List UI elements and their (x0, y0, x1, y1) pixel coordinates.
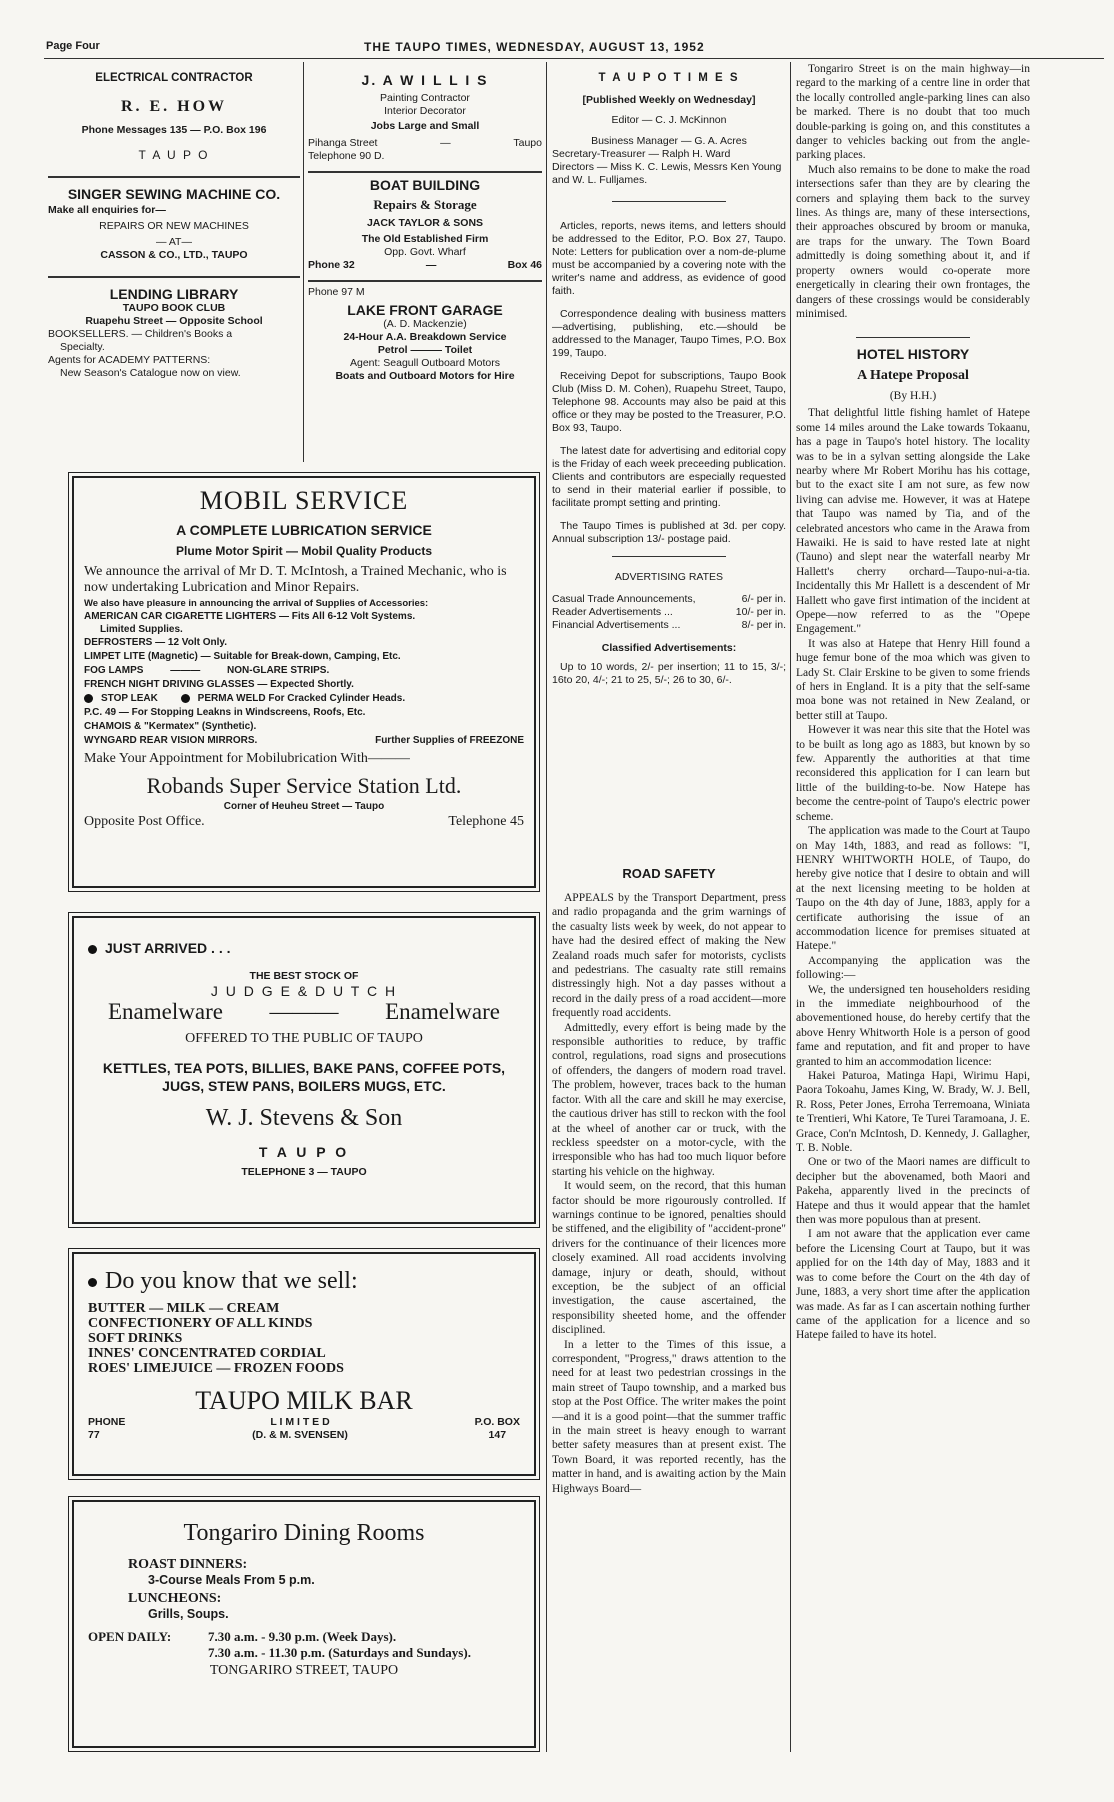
milkbar-box-block (475, 1416, 520, 1442)
dining-roast: ROAST DINNERS: (128, 1557, 248, 1572)
info-editor: Editor — C. J. McKinnon (611, 114, 727, 126)
mobil-stop: STOP LEAK (84, 693, 158, 704)
dining-hours (88, 1629, 520, 1661)
stevens-items: KETTLES, TEA POTS, BILLIES, BAKE PANS, COFFEE POTS, JUGS, STEW PANS, BOILERS MUGS, ETC. (102, 1060, 506, 1094)
header-rule (44, 58, 1104, 59)
library-line: BOOKSELLERS. — Children's Books a (48, 328, 233, 340)
dining-hours-line: 7.30 a.m. - 9.30 p.m. (Week Days). (208, 1629, 397, 1644)
mobil-also: We also have pleasure in announcing the arrival of Supplies of Accessories: (84, 598, 429, 609)
mobil-announce: We announce the arrival of Mr D. T. McIntosh, a Trained Mechanic, who is now undertaking Lubrication and Minor Repairs. (84, 564, 507, 595)
dining-lunch: LUNCHEONS: (128, 1591, 222, 1606)
milkbar-limited-block (252, 1416, 348, 1442)
singer-at: — AT— (156, 236, 192, 248)
stevens-ad (72, 916, 536, 1224)
rate-value: 8/- per in. (741, 619, 786, 631)
mobil-limpet: LIMPET LITE (Magnetic) — Suitable for Break-down, Camping, Etc. (84, 651, 401, 662)
garage-petrol: Petrol ——— Toilet (377, 344, 473, 356)
milkbar-line: INNES' CONCENTRATED CORDIAL (88, 1346, 326, 1361)
column-rule (303, 62, 304, 462)
electrical-heading: ELECTRICAL CONTRACTOR (95, 72, 253, 84)
mobil-wyngard: WYNGARD REAR VISION MIRRORS. (84, 735, 258, 746)
hotel-paragraph: That delightful little fishing hamlet of Hatepe some 14 miles around the Lake towards Tokaanu, has a page in Taupo's hotel history. The locality was to be in a sylvan setting alongside the Lake nearby where Mr Robert Morihu has his cottage, but to the exact site I am not sure, as few now living can advise me. However, it was at Hatepe that Taupo was named by Tia, and of the celebrated ancestors who came in the Arawa from Hawaiki. He is said to have rested late at night (Tauno) and slept near the waterfall nearby Mr Hallett's cherry orchard—Taupo-nui-a-tia. Incidentally this Mr Hallett is a descendent of Mr Hallett who gave first intimation of the incident at Opepe—now referred to as the "Opepe Engagement." (796, 407, 1030, 636)
library-line: Specialty. (60, 341, 105, 353)
dining-ad (72, 1500, 536, 1748)
library-title: LENDING LIBRARY (109, 286, 239, 302)
willis-town: Taupo (513, 137, 542, 149)
hotel-paragraph: I am not aware that the application ever came before the Licensing Court at Taupo, but it was applied for on the 14th day of May, 1883 and it was to come before the Court on the 4th day of June, 1883, a very short time after the application was made. As far as I can ascertain nothing further came of the application for a licence and so Hatepe failed to have its hotel. (796, 1228, 1030, 1342)
classified-rates: Up to 10 words, 2/- per insertion; 11 to 15, 3/-; 16to 20, 4/-; 21 to 25, 5/-; 26 to 30, 6/-. (552, 661, 786, 686)
singer-repairs: REPAIRS OR NEW MACHINES (99, 220, 249, 232)
hotel-paragraph: We, the undersigned ten householders residing in the immediate neighbourhood of the abovementioned house, do hereby certify that the above Henry Whitworth Hole is a person of good fame and reputation, and fit and proper to have granted to him an accommodation licence: (796, 983, 1030, 1068)
hotel-paragraph: One or two of the Maori names are difficult to decipher but the abovenamed, both Maori and Pakeha, apparently lived in the precincts of Hatepe and thus it would appear that the hamlet then was more populous than at present. (796, 1156, 1030, 1227)
info-latest: The latest date for advertising and editorial copy is the Friday of each week preceeding publication. Clients and contributors are especially requested to send in their material earlier if possible, to facilitate prompt setting and printing. (552, 445, 786, 509)
hotel-paragraph: The application was made to the Court at Taupo on May 14th, 1883, and read as follows: "I, HENRY WHITWORTH HOLE, of Taupo, do hereby give notice that I desire to obtain and will at the next licensing meeting to be holden at Taupo on the 4th day of June, 1883, apply for a certificate authorising the issue of an accommodation licence for premises situated at Hatepe." (796, 825, 1030, 953)
milkbar-box-label: P.O. BOX (474, 1416, 520, 1428)
mobil-glasses: FRENCH NIGHT DRIVING GLASSES — Expected Shortly. (84, 679, 354, 690)
mobil-fog-row (84, 664, 524, 678)
rate-row (552, 619, 786, 632)
mobil-opp: Opposite Post Office. (84, 814, 205, 829)
milkbar-line: BUTTER — MILK — CREAM (88, 1301, 280, 1316)
hotel-byline: (By H.H.) (889, 390, 937, 403)
mobil-limited: Limited Supplies. (100, 624, 183, 635)
publication-info (552, 72, 786, 842)
singer-title: SINGER SEWING MACHINE CO. (67, 186, 281, 202)
dining-street: TONGARIRO STREET, TAUPO (209, 1663, 399, 1678)
milkbar-name: TAUPO MILK BAR (195, 1386, 413, 1415)
milkbar-title: Do you know that we sell: (88, 1268, 520, 1295)
rate-label: Financial Advertisements ... (552, 619, 681, 631)
library-line: Agents for ACADEMY PATTERNS: (48, 354, 211, 366)
library-line: New Season's Catalogue now on view. (60, 367, 241, 379)
mobil-strips: NON-GLARE STRIPS. (227, 665, 330, 676)
boat-box: Box 46 (507, 259, 542, 271)
road-safety-paragraph: It would seem, on the record, that this human factor should be more rigourously controlled. If warnings continue to be ignored, penalties should be stiffened, and the eligibility of "accident-prone" drivers for the continuance of their licences more closely examined. All road accidents involving damage, injury or death, should, without exception, be the subject of an official investigation, the cause ascertained, the responsibility sheeted home, and the offender disciplined. (552, 1180, 786, 1337)
mobil-sub: A COMPLETE LUBRICATION SERVICE (176, 522, 432, 538)
garage-title: LAKE FRONT GARAGE (347, 302, 503, 318)
classified-title: Classified Advertisements: (601, 642, 737, 654)
dining-hours-block (208, 1629, 471, 1661)
boat-firm: The Old Established Firm (361, 233, 489, 245)
mobil-perma: PERMA WELD For Cracked Cylinder Heads. (181, 693, 405, 704)
rates-title: ADVERTISING RATES (614, 571, 724, 583)
road-safety-title: ROAD SAFETY (622, 866, 716, 881)
column-rule (546, 62, 547, 1752)
library-club: TAUPO BOOK CLUB (122, 302, 226, 314)
divider (48, 176, 300, 178)
dining-open: OPEN DAILY: (88, 1629, 172, 1644)
mobil-corner: Corner of Heuheu Street — Taupo (223, 801, 385, 812)
mobil-chamois: CHAMOIS & "Kermatex" (Synthetic). (84, 721, 257, 732)
milkbar-line: SOFT DRINKS (88, 1331, 183, 1346)
garage-owner: (A. D. Mackenzie) (383, 318, 467, 330)
singer-enquiries: Make all enquiries for— (48, 204, 166, 216)
mobil-wyngard-row (84, 734, 524, 748)
hotel-title: HOTEL HISTORY (856, 346, 970, 363)
rate-value: 10/- per in. (735, 606, 786, 618)
mobil-fog-dash: ——— (170, 665, 201, 676)
mobil-lighters: AMERICAN CAR CIGARETTE LIGHTERS — Fits All 6-12 Volt Systems. (84, 611, 416, 622)
willis-street-row (308, 137, 542, 150)
dining-roast-desc: 3-Course Meals From 5 p.m. (148, 1573, 315, 1587)
stevens-arrived: JUST ARRIVED . . . (88, 940, 520, 956)
road-safety-article (552, 866, 786, 1756)
column-rule (790, 62, 791, 1752)
stevens-name: W. J. Stevens & Son (205, 1105, 403, 1131)
milkbar-line: CONFECTIONERY OF ALL KINDS (88, 1316, 313, 1331)
stevens-enamel: Enamelware (385, 999, 500, 1024)
dining-hours-line: 7.30 a.m. - 11.30 p.m. (Saturdays and Sundays). (208, 1645, 471, 1660)
mobil-stop-row (84, 692, 524, 706)
rate-row (552, 606, 786, 619)
mobil-freezone: Further Supplies of FREEZONE (375, 735, 524, 746)
milkbar-footer (88, 1416, 520, 1442)
hotel-paragraph: It was also at Hatepe that Henry Hill found a huge femur bone of the moa which was given to Lady St. Clair Erskine to be given to some friends of hers in England. It is a pity that the self-same moa bone was not retained in New Zealand, or better still at Taupo. (796, 637, 1030, 722)
mobil-products: Plume Motor Spirit — Mobil Quality Products (175, 544, 432, 558)
info-pub: [Published Weekly on Wednesday] (582, 94, 756, 106)
divider (308, 171, 542, 173)
road-safety-paragraph: APPEALS by the Transport Department, press and radio propaganda and the grim warnings of the casualty lists week by week, do not appear to have had the desired effect of making the New Zealand roads much safer for motorists, cyclists and pedestrians. The casualty rate still remains distressingly high. Not a day passes without a record in the daily press of a road accident—more frequently road accidents. (552, 892, 786, 1020)
divider (308, 280, 542, 282)
mobil-footer (84, 814, 524, 830)
mobil-tel: Telephone 45 (448, 814, 524, 829)
milkbar-phone-block (88, 1416, 125, 1442)
boat-name: JACK TAYLOR & SONS (366, 217, 484, 229)
milkbar-box: 147 (488, 1429, 507, 1441)
stevens-town: T A U P O (258, 1144, 350, 1160)
milkbar-line: ROES' LIMEJUICE — FROZEN FOODS (88, 1361, 344, 1376)
milkbar-phone: 77 (88, 1429, 100, 1441)
singer-casson: CASSON & CO., LTD., TAUPO (100, 249, 248, 261)
masthead: THE TAUPO TIMES, WEDNESDAY, AUGUST 13, 1952 (364, 40, 705, 54)
stevens-judge: J U D G E & D U T C H (210, 983, 398, 999)
mobil-title: MOBIL SERVICE (199, 486, 409, 515)
stevens-enamel-row (88, 999, 520, 1025)
dining-lunch-desc: Grills, Soups. (148, 1607, 229, 1621)
willis-tel: Telephone 90 D. (308, 150, 385, 162)
willis-line: Jobs Large and Small (370, 120, 480, 132)
library-street: Ruapehu Street — Opposite School (85, 315, 263, 327)
info-directors: Directors — Miss K. C. Lewis, Messrs Ken Young and W. L. Fulljames. (552, 161, 782, 186)
divider (48, 276, 300, 278)
hotel-paragraph: Accompanying the application was the following:— (796, 954, 1030, 982)
road-safety-continued: Tongariro Street is on the main highway—in regard to the marking of a centre line in order that the locally controlled angle-parking lines can also be marked. There is no doubt that too much double-parking is going on, and this constitutes a danger to vehicles backing out from the angle-parking places. (796, 63, 1030, 162)
boat-phone: Phone 32 (308, 259, 355, 271)
mobil-defrost: DEFROSTERS — 12 Volt Only. (84, 637, 227, 648)
willis-line: Interior Decorator (384, 105, 466, 117)
road-safety-paragraph: In a letter to the Times of this issue, a correspondent, "Progress," draws attention to the need for at least two pedestrian crossings in the main street of Taupo township, and a marked bus stop at the Post Office. The writer makes the point—and it is a good point—that the summer traffic in the main street is heavy enough to warrant better safety measures than at present exist. The Town Board, it was reported recently, has the matter in hand, and is awaiting action by the Main Highways Board— (552, 1338, 786, 1495)
stevens-tel: TELEPHONE 3 — TAUPO (241, 1166, 367, 1178)
boat-sub: Repairs & Storage (373, 197, 477, 212)
info-title: T A U P O T I M E S (598, 72, 740, 84)
boat-opp: Opp. Govt. Wharf (384, 246, 466, 258)
info-articles: Articles, reports, news items, and letters should be addressed to the Editor, P.O. Box 27, Taupo. Note: Letters for publication over a nom-de-plume must be accompanied by a covering note with the writer's name and address, as evidence of good faith. (552, 220, 786, 297)
hotel-paragraph: However it was near this site that the Hotel was to be built as long ago as 1883, but known by so few. Apparently the authorities at that time reconsidered this application for I can learn but little of the building-to-be. Now Hatepe has become the centre-point of Taupo's electric power scheme. (796, 724, 1030, 823)
stevens-best: THE BEST STOCK OF (249, 970, 359, 982)
milkbar-phone-label: PHONE (88, 1416, 126, 1428)
garage-agent: Agent: Seagull Outboard Motors (349, 357, 500, 369)
boat-dash: — (425, 259, 437, 271)
info-correspondence: Correspondence dealing with business matters—advertising, publishing, etc.—should be addressed to the Manager, Taupo Times, P.O. Box 199, Taupo. (552, 308, 786, 359)
info-treasurer: Secretary-Treasurer — Ralph H. Ward (552, 148, 731, 160)
mobil-pc49: P.C. 49 — For Stopping Leakns in Windscreens, Roofs, Etc. (84, 707, 366, 718)
stevens-enamel-dash: ——— (269, 999, 339, 1024)
willis-dash: — (440, 137, 451, 149)
info-published: The Taupo Times is published at 3d. per copy. Annual subscription 13/- postage paid. (552, 520, 786, 545)
electrical-phone: Phone Messages 135 — P.O. Box 196 (81, 124, 267, 136)
rate-label: Reader Advertisements ... (552, 606, 673, 618)
middle-ads (308, 72, 542, 464)
milkbar-ad (72, 1252, 536, 1476)
road-safety-paragraph: Admittedly, every effort is being made by the responsible authorities to reduce, by traffic control, regulations, road signs and prosecutions of offenders, the dangers of modern road travel. The problem, however, traces back to the human factor. With all the care and skill he may exercise, the cautious driver has still to reckon with the fool at the wheel of another car or truck, with the reckless speedster on a motor-cycle, with the irresponsible who has had too much liquor before starting his vehicle on the highway. (552, 1021, 786, 1178)
left-ads (48, 72, 300, 464)
stevens-offered: OFFERED TO THE PUBLIC OF TAUPO (185, 1031, 423, 1046)
road-safety-continued: Much also remains to be done to make the road intersections safer than they are by clearing the corners and splaying them back to the survey lines. As things are, many of these intersections, their approaches obscured by broom or manuka, are traps for the unwary. The Town Board admittedly is doing something about it, and if property owners would co-operate more energetically in clearing their own frontages, the dangers of these crossings would be considerably minimised. (796, 163, 1030, 320)
page-number: Page Four (46, 40, 100, 52)
rate-row (552, 593, 786, 606)
electrical-town: T A U P O (138, 148, 210, 162)
willis-street: Pihanga Street (308, 137, 378, 149)
electrical-name: R. E. HOW (120, 98, 228, 115)
milkbar-limited: L I M I T E D (270, 1416, 330, 1428)
info-receiving: Receiving Depot for subscriptions, Taupo Book Club (Miss D. M. Cohen), Ruapehu Street, Taupo, Telephone 98. Accounts may also be paid at this office or they may be posted to the Treasurer, P.O. Box 93, Taupo. (552, 370, 786, 434)
divider (856, 337, 970, 338)
milkbar-owners: (D. & M. SVENSEN) (252, 1429, 348, 1441)
boat-title: BOAT BUILDING (369, 177, 481, 193)
divider (612, 556, 726, 557)
garage-phone: Phone 97 M (308, 286, 365, 298)
mobil-appoint: Make Your Appointment for Mobilubrication With——— (84, 751, 410, 766)
willis-line: Painting Contractor (380, 92, 470, 104)
rate-value: 6/- per in. (741, 593, 786, 605)
mobil-fog: FOG LAMPS (84, 665, 144, 676)
hotel-paragraph: Hakei Paturoa, Matinga Hapi, Wirimu Hapi, Paora Tokoahu, James King, W. Brady, W. J. Bell, R. Ross, Peter Jones, Erroha Terremoana, Winiata te Trentieri, Whi Katore, Te Turei Taramoana, J. E. Grace, Con'n McIntosh, D. Kennedy, J. Gallagher, T. B. Noble. (796, 1070, 1030, 1155)
page-header (44, 40, 1104, 58)
info-manager: Business Manager — G. A. Acres (591, 135, 747, 147)
rate-label: Casual Trade Announcements, (552, 593, 696, 605)
rates-list (552, 593, 786, 632)
mobil-station: Robands Super Service Station Ltd. (146, 773, 462, 798)
garage-aa: 24-Hour A.A. Breakdown Service (343, 331, 507, 343)
willis-name: J. A W I L L I S (361, 72, 489, 88)
dining-title: Tongariro Dining Rooms (183, 1520, 425, 1546)
hotel-sub: A Hatepe Proposal (857, 368, 969, 384)
mobil-ad (72, 476, 536, 888)
right-column (796, 62, 1030, 1756)
divider (612, 201, 726, 202)
boat-phone-row (308, 259, 542, 272)
stevens-enamel: Enamelware (108, 999, 223, 1024)
garage-hire: Boats and Outboard Motors for Hire (335, 370, 515, 382)
